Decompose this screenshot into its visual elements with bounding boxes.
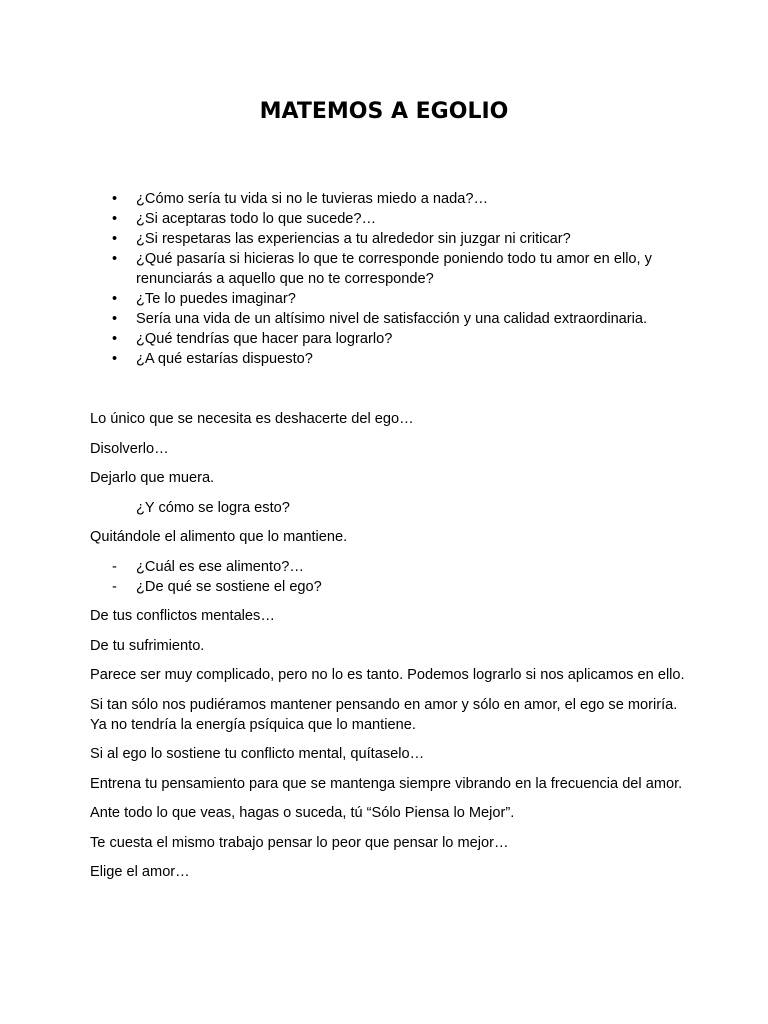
paragraph: Ante todo lo que veas, hagas o suceda, tú “Sólo Piensa lo Mejor”. bbox=[90, 805, 515, 821]
bullet-item: • ¿Cómo sería tu vida si no le tuvieras miedo a nada?… bbox=[90, 189, 690, 209]
paragraph: Entrena tu pensamiento para que se mantenga siempre vibrando en la frecuencia del amor. bbox=[90, 775, 683, 792]
dash-item: - ¿Cuál es ese alimento?… bbox=[90, 557, 690, 577]
paragraph: Parece ser muy complicado, pero no lo es tanto. Podemos lograrlo si nos aplicamos en ello. bbox=[90, 667, 685, 683]
paragraph: Dejarlo que muera. bbox=[90, 470, 215, 486]
dash-item: - ¿De qué se sostiene el ego? bbox=[90, 577, 690, 597]
bullet-item: • Sería una vida de un altísimo nivel de satisfacción y una calidad extraordinaria. bbox=[90, 309, 690, 329]
question-bullet-list bbox=[90, 189, 690, 369]
paragraph: Quitándole el alimento que lo mantiene. bbox=[90, 529, 348, 545]
paragraph: Si al ego lo sostiene tu conflicto mental, quítaselo… bbox=[90, 746, 425, 762]
paragraph: Si tan sólo nos pudiéramos mantener pensando en amor y sólo en amor, el ego se moriría. Ya no tendría la energía psíquica que lo mantiene. bbox=[90, 696, 678, 733]
bullet-item: • ¿Si aceptaras todo lo que sucede?… bbox=[90, 209, 690, 229]
dash-list bbox=[90, 557, 690, 597]
paragraph: Elige el amor… bbox=[90, 864, 190, 880]
bullet-item: • ¿Te lo puedes imaginar? bbox=[90, 289, 690, 309]
document-body bbox=[90, 409, 690, 892]
bullet-item: • ¿Qué tendrías que hacer para lograrlo? bbox=[90, 329, 690, 349]
paragraph: De tus conflictos mentales… bbox=[90, 608, 275, 624]
document-title: MATEMOS A EGOLIO bbox=[259, 99, 509, 124]
paragraph: Lo único que se necesita es deshacerte del ego… bbox=[90, 411, 414, 427]
indented-paragraph: ¿Y cómo se logra esto? bbox=[136, 499, 290, 516]
paragraph: Disolverlo… bbox=[90, 440, 169, 457]
bullet-item: • ¿Qué pasaría si hicieras lo que te corresponde poniendo todo tu amor en ello, y renunciarás a aquello que no te corresponde? bbox=[90, 249, 690, 289]
paragraph: Te cuesta el mismo trabajo pensar lo peor que pensar lo mejor… bbox=[90, 834, 509, 851]
bullet-item: • ¿Si respetaras las experiencias a tu alrededor sin juzgar ni criticar? bbox=[90, 229, 690, 249]
bullet-item: • ¿A qué estarías dispuesto? bbox=[90, 349, 690, 369]
paragraph: De tu sufrimiento. bbox=[90, 637, 205, 654]
